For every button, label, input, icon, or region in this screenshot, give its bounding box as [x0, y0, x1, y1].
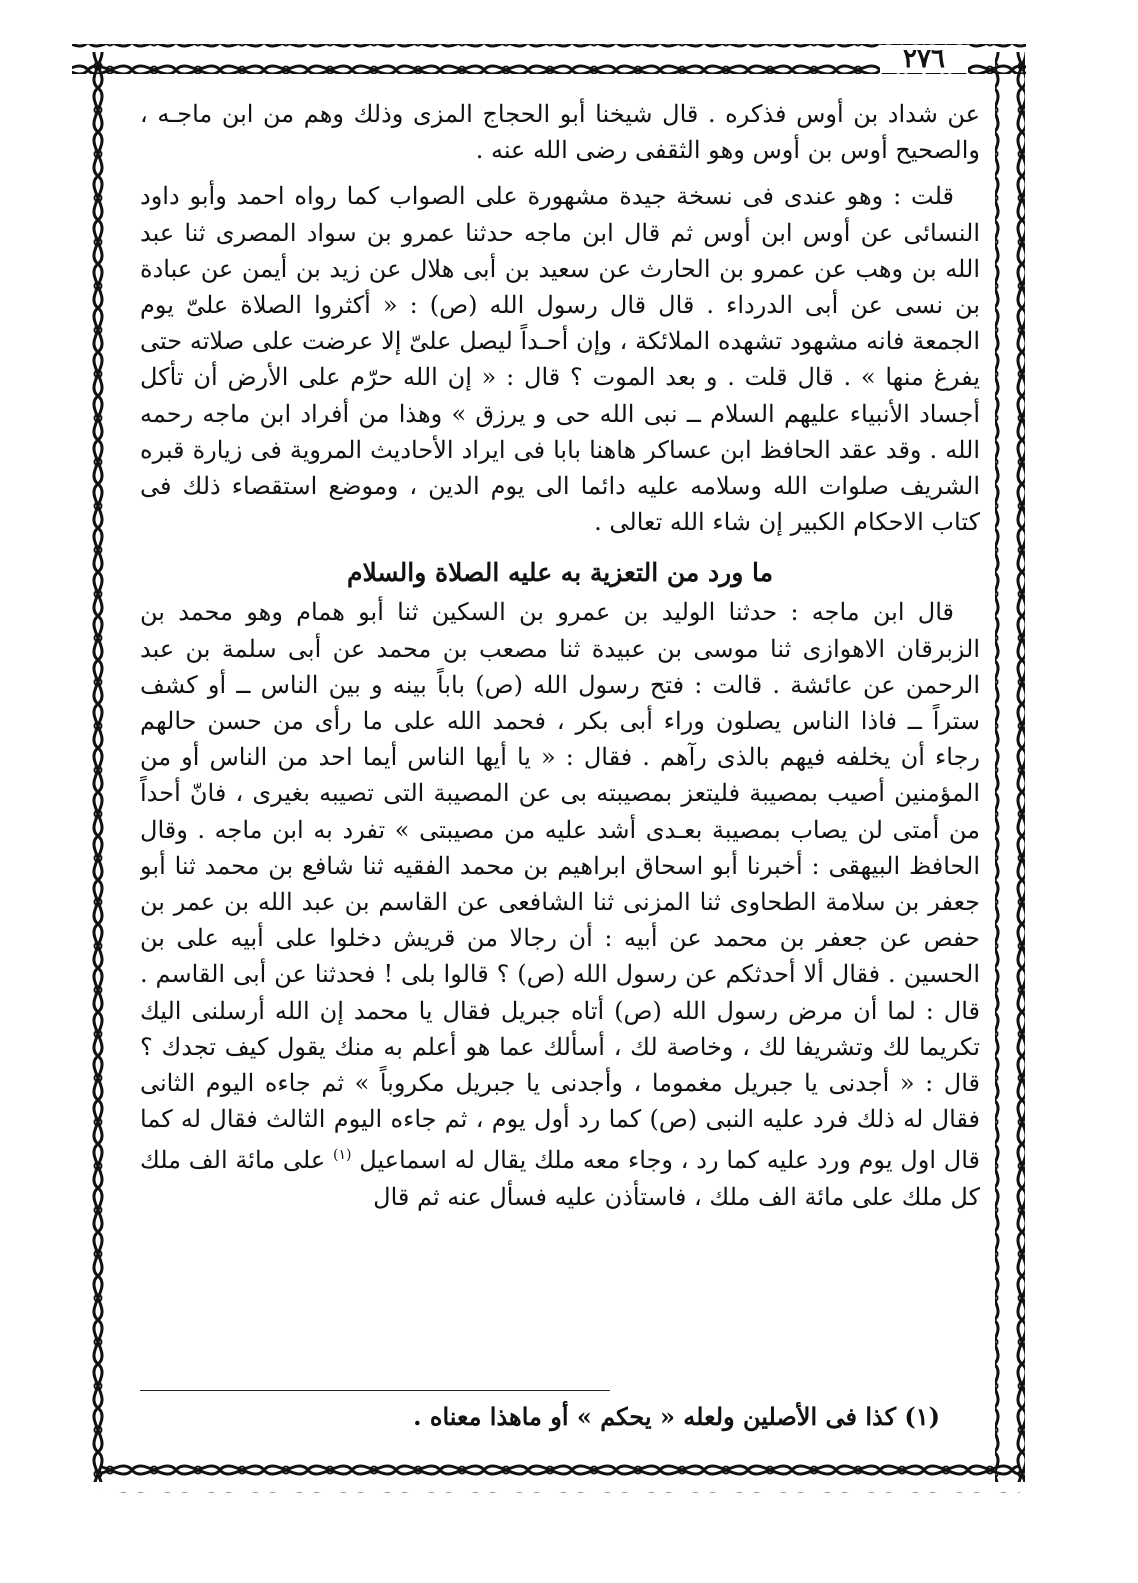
- paragraph-section: [140, 594, 980, 1214]
- page-number: ٢٧٦: [880, 45, 968, 73]
- paragraph-intro: عن شداد بن أوس فذكره . قال شيخنا أبو الحجاج المزى وذلك وهم من ابن ماجـه ، والصحيح أوس بن أوس وهو الثقفى رضى الله عنه .: [140, 100, 980, 165]
- paragraph-section-part1: قال ابن ماجه : حدثنا الوليد بن عمرو بن السكين ثنا أبو همام وهو محمد بن الزبرقان الاهوازى ثنا موسى بن عبيدة ثنا مصعب بن محمد عن أبى سلمة بن عبد الرحمن عن عائشة . قالت : فتح رسول الله (ص) باباً بينه و بين الناس ــ أو كشف ستراً ــ فاذا الناس يصلون وراء أبى بكر ، فحمد الله على ما رأى من حسن حالهم رجاء أن يخلفه فيهم بالذى رآهم . فقال : « يا أيها الناس أيما احد من الناس أو من المؤمنين أصيب بمصيبة فليتعز بمصيبته بى عن المصيبة التى تصيبه بغيرى ، فانّ أحداً من أمتى لن يصاب بمصيبة بعـدى أشد عليه من مصيبتى » تفرد به ابن ماجه . وقال الحافظ البيهقى : أخبرنا أبو اسحاق ابراهيم بن محمد الفقيه ثنا شافع بن محمد ثنا أبو جعفر بن سلامة الطحاوى ثنا المزنى ثنا الشافعى عن القاسم بن عبد الله بن عمر بن حفص عن جعفر بن محمد عن أبيه : أن رجالا من قريش دخلوا على أبيه على بن الحسين . فقال ألا أحدثكم عن رسول الله (ص) ؟ قالوا بلى ! فحدثنا عن أبى القاسم . قال : لما أن مرض رسول الله (ص) أتاه جبريل فقال يا محمد إن الله أرسلنى اليك تكريما لك وتشريفا لك ، وخاصة لك ، أسألك عما هو أعلم به منك يقول كيف تجدك ؟ قال : « أجدنى يا جبريل مغموما ، وأجدنى يا جبريل مكروباً » ثم جاءه اليوم الثانى فقال له ذلك فرد عليه النبى (ص) كما رد أول يوم ، ثم جاءه اليوم الثالث فقال له كما قال اول يوم ورد عليه كما رد ، وجاء معه ملك يقال له اسماعيل: [140, 598, 980, 1175]
- section-heading: ما ورد من التعزية به عليه الصلاة والسلام: [346, 558, 774, 588]
- footnote-marker: (١): [333, 1147, 352, 1164]
- page-body: [140, 96, 980, 1436]
- footnote-divider: [140, 1390, 610, 1391]
- footnote: (١) كذا فى الأصلين ولعله « يحكم » أو ماهذا معناه .: [413, 1402, 940, 1431]
- paragraph-main: قلت : وهو عندى فى نسخة جيدة مشهورة على الصواب كما رواه احمد وأبو داود النسائى عن أوس ابن أوس ثم قال ابن ماجه حدثنا عمرو بن سواد المصرى ثنا عبد الله بن وهب عن عمرو بن الحارث عن سعيد بن أبى هلال عن زيد بن أيمن عن عبادة بن نسى عن أبى الدرداء . قال قال رسول الله (ص) : « أكثروا الصلاة علىّ يوم الجمعة فانه مشهود تشهده الملائكة ، وإن أحـداً ليصل علىّ إلا عرضت على صلاته حتى يفرغ منها » . قال قلت . و بعد الموت ؟ قال : « إن الله حرّم على الأرض أن تأكل أجساد الأنبياء عليهم السلام ــ نبى الله حى و يرزق » وهذا من أفراد ابن ماجه رحمه الله . وقد عقد الحافظ ابن عساكر هاهنا بابا فى ايراد الأحاديث المروية فى زيارة قبره الشريف صلوات الله وسلامه عليه دائما الى يوم الدين ، وموضع استقصاء ذلك فى كتاب الاحكام الكبير إن شاء الله تعالى .: [140, 182, 980, 537]
- paragraph-section-part2: على مائة الف ملك كل ملك على مائة الف ملك ، فاستأذن عليه فسأل عنه ثم قال: [140, 1146, 980, 1211]
